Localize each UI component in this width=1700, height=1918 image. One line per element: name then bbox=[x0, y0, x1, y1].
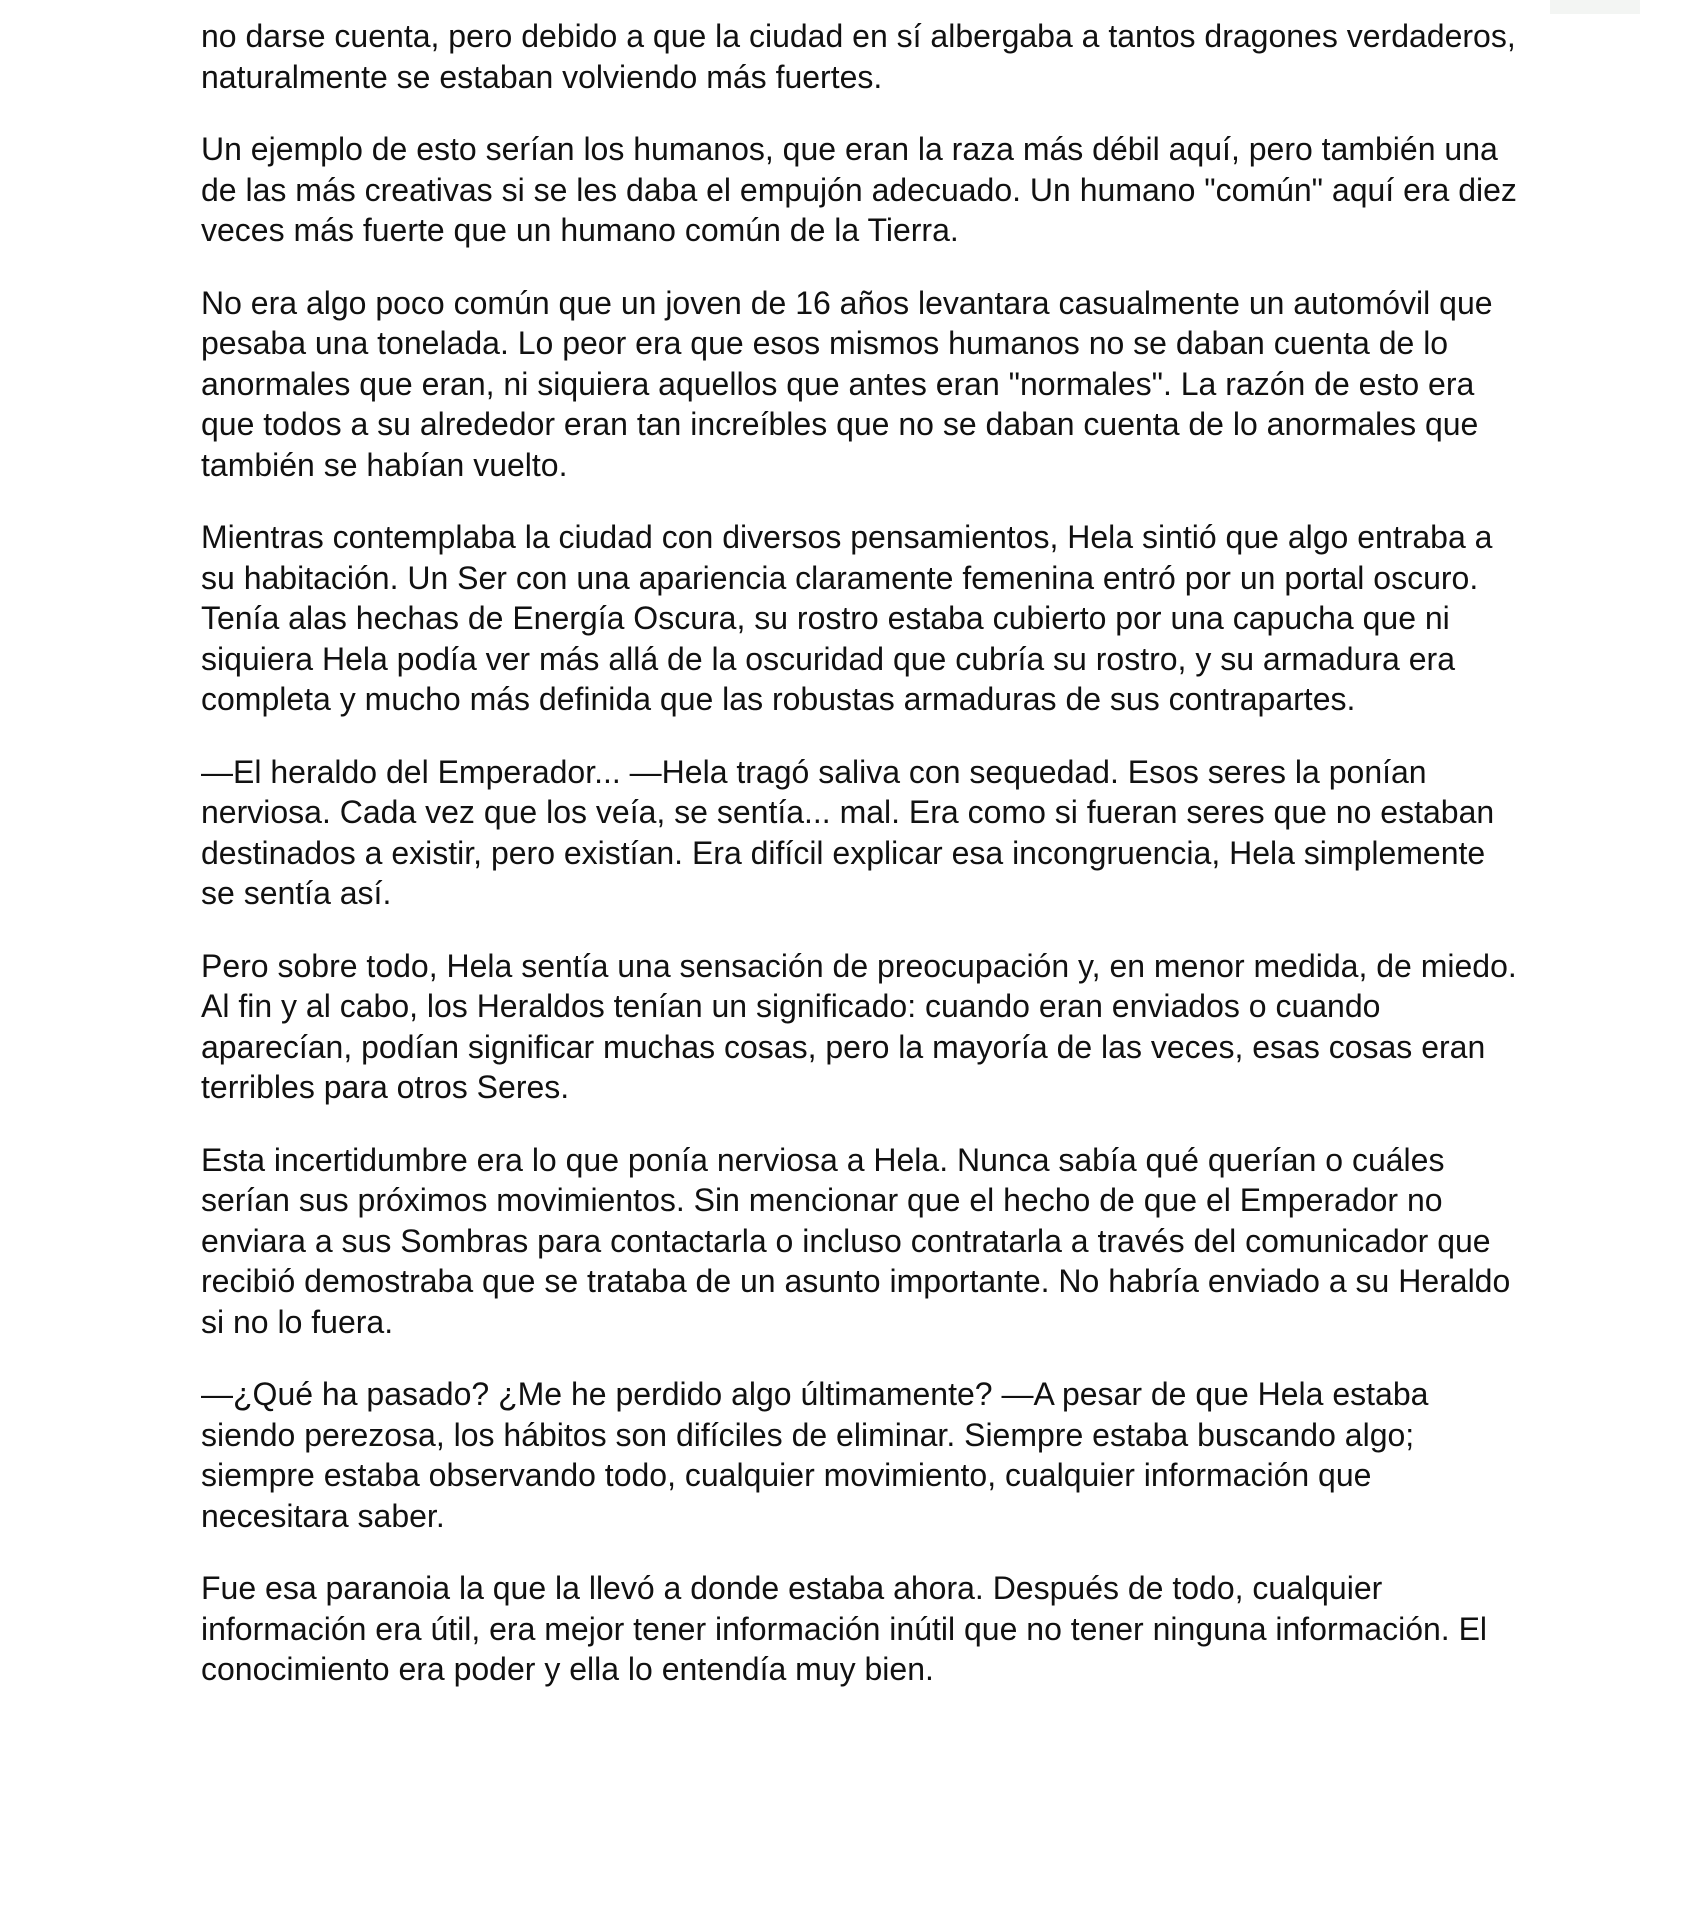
paragraph-9: Fue esa paranoia la que la llevó a donde estaba ahora. Después de todo, cualquier información era útil, era mejor tener información inútil que no tener ninguna información. El conocimiento era poder y ella lo entendía muy bien. bbox=[201, 1570, 1488, 1687]
corner-mark bbox=[1550, 0, 1640, 14]
paragraph-4: Mientras contemplaba la ciudad con diversos pensamientos, Hela sintió que algo entraba a su habitación. Un Ser con una apariencia claramente femenina entró por un portal oscuro. Tenía alas hechas de Energía Oscura, su rostro estaba cubierto por una capucha que ni siquiera Hela podía ver más allá de la oscuridad que cubría su rostro, y su armadura era completa y mucho más definida que las robustas armaduras de sus contrapartes. bbox=[201, 519, 1493, 717]
paragraph-1: no darse cuenta, pero debido a que la ciudad en sí albergaba a tantos dragones verdaderos, naturalmente se estaban volviendo más fuertes. bbox=[201, 18, 1516, 95]
paragraph-7: Esta incertidumbre era lo que ponía nerviosa a Hela. Nunca sabía qué querían o cuáles serían sus próximos movimientos. Sin mencionar que el hecho de que el Emperador no enviara a sus Sombras para contactarla o incluso contratarla a través del comunicador que recibió demostraba que se trataba de un asunto importante. No habría enviado a su Heraldo si no lo fuera. bbox=[201, 1141, 1511, 1340]
paragraph-2: Un ejemplo de esto serían los humanos, que eran la raza más débil aquí, pero también una de las más creativas si se les daba el empujón adecuado. Un humano "común" aquí era diez veces más fuerte que un humano común de la Tierra. bbox=[201, 131, 1517, 248]
paragraph-8: —¿Qué ha pasado? ¿Me he perdido algo últimamente? —A pesar de que Hela estaba siendo perezosa, los hábitos son difíciles de eliminar. Siempre estaba buscando algo; siempre estaba observando todo, cualquier movimiento, cualquier información que necesitara saber. bbox=[201, 1376, 1429, 1534]
paragraph-5: —El heraldo del Emperador... —Hela tragó saliva con sequedad. Esos seres la ponían nerviosa. Cada vez que los veía, se sentía... mal. Era como si fueran seres que no estaban destinados a existir, pero existían. Era difícil explicar esa incongruencia, Hela simplemente se sentía así. bbox=[201, 753, 1495, 911]
paragraph-3: No era algo poco común que un joven de 16 años levantara casualmente un automóvil que pesaba una tonelada. Lo peor era que esos mismos humanos no se daban cuenta de lo anormales que eran, ni siquiera aquellos que antes eran "normales". La razón de esto era que todos a su alrededor eran tan increíbles que no se daban cuenta de lo anormales que también se habían vuelto. bbox=[201, 284, 1493, 483]
paragraph-6: Pero sobre todo, Hela sentía una sensación de preocupación y, en menor medida, de miedo. Al fin y al cabo, los Heraldos tenían un significado: cuando eran enviados o cuando aparecían, podían significar muchas cosas, pero la mayoría de las veces, esas cosas eran terribles para otros Seres. bbox=[201, 947, 1517, 1105]
document-body bbox=[201, 16, 1521, 1722]
